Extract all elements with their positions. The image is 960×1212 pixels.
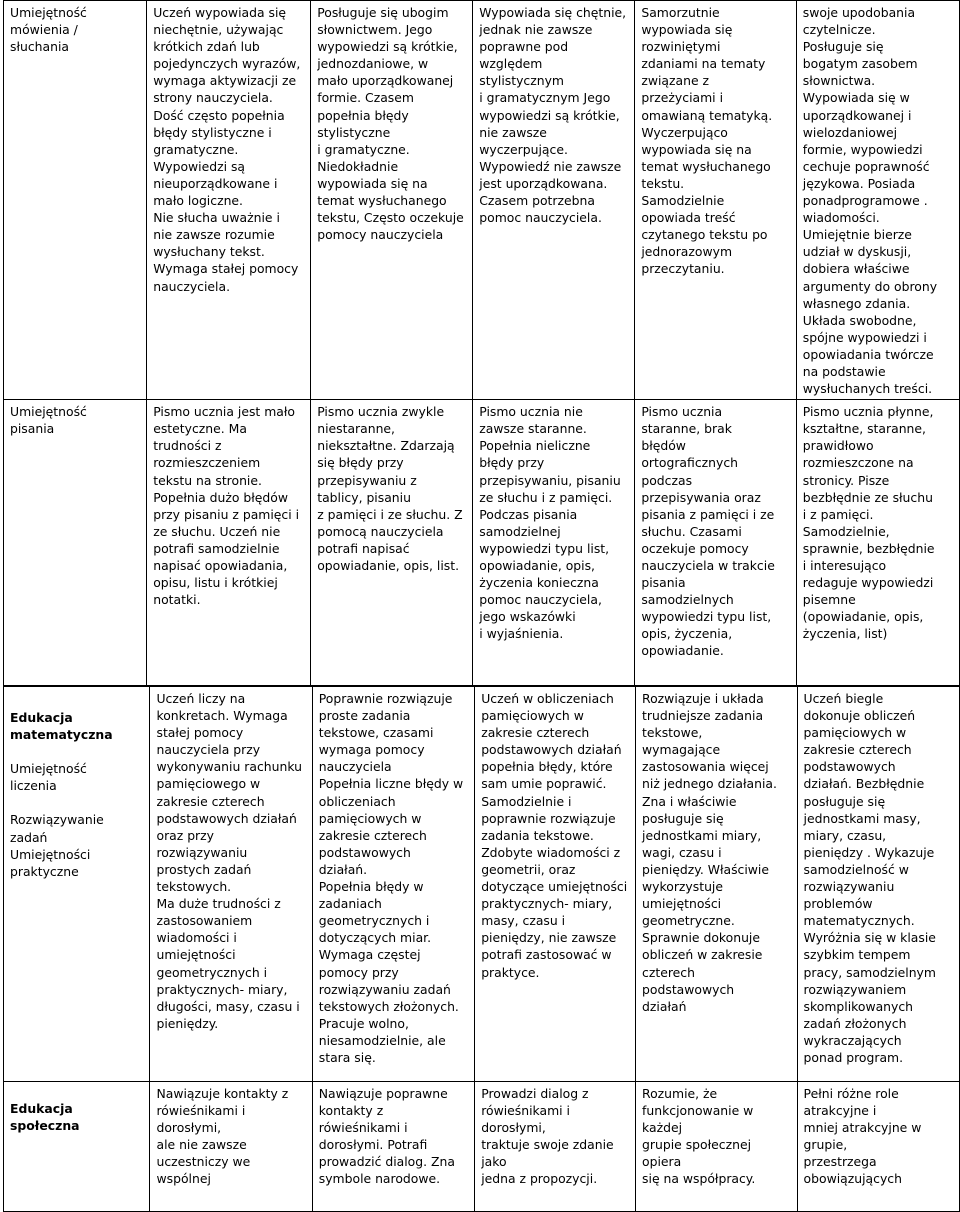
skill-writing: Umiejętność pisania [4, 400, 147, 686]
table-cell: Pismo ucznia nie zawsze staranne. Popełnia nieliczne błędy przy przepisywaniu, pisaniu ze słuchu i z pamięci. Podczas pisania samodzielnej wypowiedzi typu list, opowiadanie, opis, życzenia konieczna pomoc nauczyciela, jego wskazówki i wyjaśnienia. [473, 400, 635, 686]
table-cell: Uczeń biegle dokonuje obliczeń pamięciowych w zakresie czterech podstawowych działań. Bezbłędnie posługuje się jednostkami masy, miary, czasu, pieniędzy . Wykazuje samodzielność w rozwiązywaniu problemów matematycznych. Wyróżnia się w klasie szybkim tempem pracy, samodzielnym rozwiązywaniem skomplikowanych zadań złożonych wykraczających ponad program. [797, 687, 959, 1082]
table-row [4, 687, 960, 1082]
table-cell: Samorzutnie wypowiada się rozwiniętymi zdaniami na tematy związane z przeżyciami i omawianą tematyką. Wyczerpująco wypowiada się na temat wysłuchanego tekstu. Samodzielnie opowiada treść czytanego tekstu po jednorazowym przeczytaniu. [635, 1, 796, 400]
grading-table-language [3, 0, 960, 686]
table-cell: Rozwiązuje i układa trudniejsze zadania tekstowe, wymagające zastosowania więcej niż jednego działania. Zna i właściwie posługuje się jednostkami miary, wagi, czasu i pieniędzy. Właściwie wykorzystuje umiejętności geometryczne. Sprawnie dokonuje obliczeń w zakresie czterech podstawowych działań [636, 687, 798, 1082]
table-row [4, 1082, 960, 1212]
skill-speaking-listening: Umiejętność mówienia / słuchania [4, 1, 147, 400]
table-cell: Pismo ucznia jest mało estetyczne. Ma trudności z rozmieszczeniem tekstu na stronie. Popełnia dużo błędów przy pisaniu z pamięci i ze słuchu. Uczeń nie potrafi samodzielnie napisać opowiadania, opisu, listu i krótkiej notatki. [147, 400, 311, 686]
table-cell: Rozumie, że funkcjonowanie w każdej grupie społecznej opiera się na współpracy. [636, 1082, 798, 1212]
table-cell: Uczeń w obliczeniach pamięciowych w zakresie czterech podstawowych działań popełnia błędy, które sam umie poprawić. Samodzielnie i poprawnie rozwiązuje zadania tekstowe. Zdobyte wiadomości z geometrii, oraz dotyczące umiejętności praktycznych- miary, masy, czasu i pieniędzy, nie zawsze potrafi zastosować w praktyce. [475, 687, 636, 1082]
section-social [4, 1082, 150, 1212]
section-heading-social: Edukacja społeczna [10, 1101, 80, 1134]
table-cell: Pełni różne role atrakcyjne i mniej atrakcyjne w grupie, przestrzega obowiązujących [797, 1082, 959, 1212]
table-cell: Uczeń wypowiada się niechętnie, używając krótkich zdań lub pojedynczych wyrazów, wymaga aktywizacji ze strony nauczyciela. Dość często popełnia błędy stylistyczne i gramatyczne. Wypowiedzi są nieuporządkowane i mało logiczne. Nie słucha uważnie i nie zawsze rozumie wysłuchany tekst. Wymaga stałej pomocy nauczyciela. [147, 1, 311, 400]
math-skills-list: Umiejętność liczenia Rozwiązywanie zadań Umiejętności praktyczne [10, 761, 104, 879]
section-math [4, 687, 150, 1082]
table-cell: Pismo ucznia płynne, kształtne, staranne, prawidłowo rozmieszczone na stronicy. Pisze bezbłędnie ze słuchu i z pamięci. Samodzielnie, sprawnie, bezbłędnie i interesująco redaguje wypowiedzi pisemne (opowiadanie, opis, życzenia, list) [796, 400, 959, 686]
table-cell: Prowadzi dialog z rówieśnikami i dorosłymi, traktuje swoje zdanie jako jedna z propozycji. [475, 1082, 636, 1212]
table-row [4, 400, 960, 686]
table-row [4, 1, 960, 400]
section-heading-math: Edukacja matematyczna [10, 710, 113, 743]
table-cell: Pismo ucznia staranne, brak błędów ortograficznych podczas przepisywania oraz pisania z pamięci i ze słuchu. Czasami oczekuje pomocy nauczyciela w trakcie pisania samodzielnych wypowiedzi typu list, opis, życzenia, opowiadanie. [635, 400, 796, 686]
table-cell: Nawiązuje kontakty z rówieśnikami i dorosłymi, ale nie zawsze uczestniczy we wspólnej [150, 1082, 312, 1212]
grading-table-math-social [3, 686, 960, 1212]
table-cell: swoje upodobania czytelnicze. Posługuje się bogatym zasobem słownictwa. Wypowiada się w uporządkowanej i wielozdaniowej formie, wypowiedzi cechuje poprawność językowa. Posiada ponadprogramowe . wiadomości. Umiejętnie bierze udział w dyskusji, dobiera właściwe argumenty do obrony własnego zdania. Układa swobodne, spójne wypowiedzi i opowiadania twórcze na podstawie wysłuchanych treści. [796, 1, 959, 400]
table-cell: Pismo ucznia zwykle niestaranne, niekształtne. Zdarzają się błędy przy przepisywaniu z tablicy, pisaniu z pamięci i ze słuchu. Z pomocą nauczyciela potrafi napisać opowiadanie, opis, list. [311, 400, 473, 686]
table-cell: Uczeń liczy na konkretach. Wymaga stałej pomocy nauczyciela przy wykonywaniu rachunku pamięciowego w zakresie czterech podstawowych działań oraz przy rozwiązywaniu prostych zadań tekstowych. Ma duże trudności z zastosowaniem wiadomości i umiejętności geometrycznych i praktycznych- miary, długości, masy, czasu i pieniędzy. [150, 687, 312, 1082]
table-cell: Wypowiada się chętnie, jednak nie zawsze poprawne pod względem stylistycznym i gramatycznym Jego wypowiedzi są krótkie, nie zawsze wyczerpujące. Wypowiedź nie zawsze jest uporządkowana. Czasem potrzebna pomoc nauczyciela. [473, 1, 635, 400]
table-cell: Poprawnie rozwiązuje proste zadania tekstowe, czasami wymaga pomocy nauczyciela Popełnia liczne błędy w obliczeniach pamięciowych w zakresie czterech podstawowych działań. Popełnia błędy w zadaniach geometrycznych i dotyczących miar. Wymaga częstej pomocy przy rozwiązywaniu zadań tekstowych złożonych. Pracuje wolno, niesamodzielnie, ale stara się. [312, 687, 474, 1082]
table-cell: Posługuje się ubogim słownictwem. Jego wypowiedzi są krótkie, jednozdaniowe, w mało uporządkowanej formie. Czasem popełnia błędy stylistyczne i gramatyczne. Niedokładnie wypowiada się na temat wysłuchanego tekstu, Często oczekuje pomocy nauczyciela [311, 1, 473, 400]
table-cell: Nawiązuje poprawne kontakty z rówieśnikami i dorosłymi. Potrafi prowadzić dialog. Zna symbole narodowe. [312, 1082, 474, 1212]
